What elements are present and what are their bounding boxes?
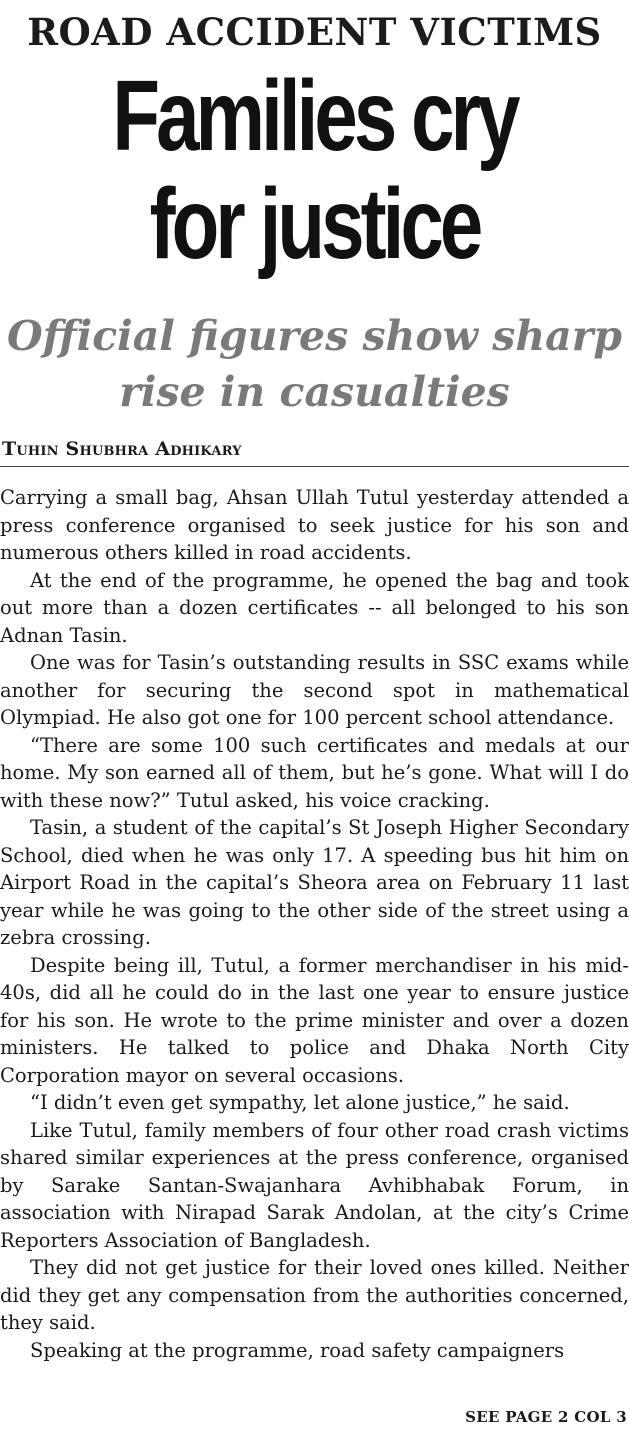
headline-line-2: for justice <box>149 168 480 280</box>
byline: Tuhin Shubhra Adhikary <box>2 438 242 460</box>
paragraph: Like Tutul, family members of four other road crash victims shared similar experiences at the press conference, organised by Sarake Santan-Swajanhara Avhibhabak Forum, in association with Nirapad Sarak Andolan, at the city’s Crime Reporters Association of Bangladesh. <box>0 1118 629 1252</box>
paragraph: One was for Tasin’s outstanding results in SSC exams while another for securing the second spot in mathematical Olympiad. He also got one for 100 percent school attendance. <box>0 651 629 729</box>
paragraph: “There are some 100 such certificates and medals at our home. My son earned all of them, but he’s gone. What will I do with these now?” Tutul asked, his voice cracking. <box>0 733 629 812</box>
divider <box>0 466 629 467</box>
paragraph: At the end of the programme, he opened the bag and took out more than a dozen certificates -- all belonged to his son Adnan Tasin. <box>0 568 629 647</box>
headline <box>69 62 560 278</box>
subheadline-line-2: rise in casualties <box>119 368 510 416</box>
paragraph: Despite being ill, Tutul, a former merchandiser in his mid-40s, did all he could do in the last one year to ensure justice for his son. He wrote to the prime minister and over a dozen ministers. He talked to police and Dhaka North City Corporation mayor on several occasions. <box>0 953 629 1087</box>
paragraph: Tasin, a student of the capital’s St Joseph Higher Secondary School, died when he was only 17. A speeding bus hit him on Airport Road in the capital’s Sheora area on February 11 last year while he was going to the other side of the street using a zebra crossing. <box>0 816 629 949</box>
paragraph: They did not get justice for their loved ones killed. Neither did they get any compensation from the authorities concerned, they said. <box>0 1256 629 1334</box>
kicker: ROAD ACCIDENT VICTIMS <box>27 10 602 54</box>
paragraph: Carrying a small bag, Ahsan Ullah Tutul yesterday attended a press conference organised to seek justice for his son and numerous others killed in road accidents. <box>0 486 629 564</box>
article-body <box>0 484 629 1364</box>
subheadline <box>0 308 629 420</box>
headline-line-1: Families cry <box>112 60 517 172</box>
paragraph: “I didn’t even get sympathy, let alone justice,” he said. <box>30 1091 570 1114</box>
paragraph: Speaking at the programme, road safety campaigners <box>30 1338 565 1362</box>
continuation-reference: SEE PAGE 2 COL 3 <box>465 1408 627 1426</box>
subheadline-line-1: Official figures show sharp <box>6 312 623 360</box>
